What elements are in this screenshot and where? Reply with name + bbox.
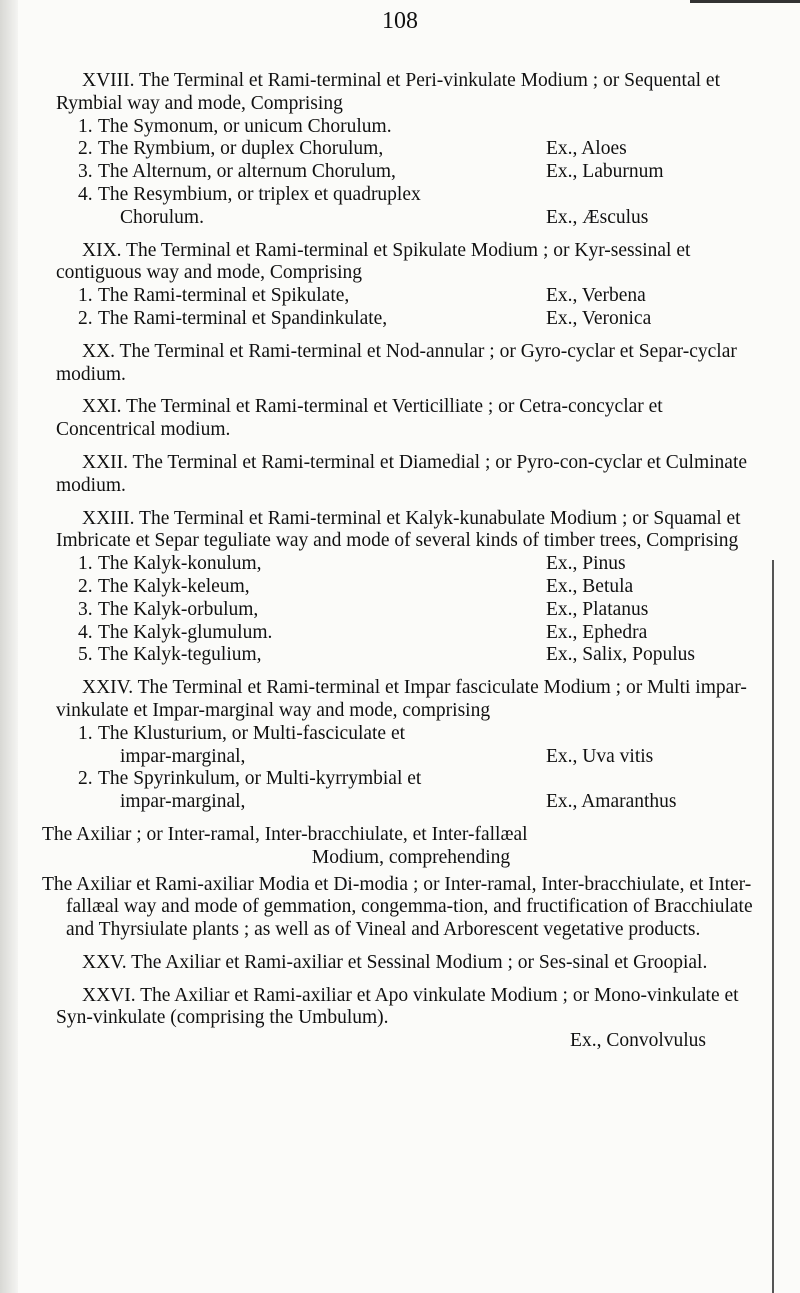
page-binding-shadow [0, 0, 18, 1293]
page-body [42, 70, 766, 1063]
list-item: 1. The Klusturium, or Multi-fasciculate et [78, 722, 406, 744]
list-item: 4. The Kalyk-glumulum. Ex., Ephedra [78, 621, 648, 643]
section-23-list [56, 553, 766, 667]
top-edge-line [690, 0, 800, 3]
section-24-heading: XXIV. The Terminal et Rami-terminal et Impar fasciculate Modium ; or Multi impar-vinkulate et Impar-marginal way and mode, comprising [56, 677, 747, 721]
list-item: 2. The Rami-terminal et Spandinkulate, Ex., Veronica [78, 307, 652, 329]
list-item: Chorulum. Ex., Æsculus [120, 206, 649, 228]
list-item: 3. The Kalyk-orbulum, Ex., Platanus [78, 598, 649, 620]
section-19-heading: XIX. The Terminal et Rami-terminal et Spikulate Modium ; or Kyr-sessinal et contiguous way and mode, Comprising [56, 239, 691, 284]
section-20: XX. The Terminal et Rami-terminal et Nod-annular ; or Gyro-cyclar et Separ-cyclar modium. [56, 340, 737, 385]
section-26-example: Ex., Convolvulus [570, 1030, 706, 1052]
section-18-heading: XVIII. The Terminal et Rami-terminal et Peri-vinkulate Modium ; or Sequental et Rymbial way and mode, Comprising [56, 70, 720, 114]
list-item: 2. The Kalyk-keleum, Ex., Betula [78, 575, 634, 597]
list-item: impar-marginal, Ex., Amaranthus [120, 791, 677, 813]
right-edge-line [772, 560, 774, 1293]
axiliar-heading: The Axiliar ; or Inter-ramal, Inter-bracchiulate, et Inter-fallæal [42, 823, 528, 845]
page-number: 108 [382, 8, 418, 34]
list-item: 2. The Spyrinkulum, or Multi-kyrrymbial et [78, 768, 422, 790]
section-19-list [56, 285, 766, 331]
section-24-list [56, 723, 766, 814]
section-26-heading: XXVI. The Axiliar et Rami-axiliar et Apo vinkulate Modium ; or Mono-vinkulate et Syn-vinkulate (comprising the Umbulum). [56, 984, 739, 1029]
axiliar-paragraph: The Axiliar et Rami-axiliar Modia et Di-modia ; or Inter-ramal, Inter-bracchiulate, et Inter-fallæal way and mode of gemmation, congemma-tion, and fructification of Bracchiulate and Thyrsiulate plants ; as well as of Vineal and Arborescent vegetative products. [42, 873, 753, 941]
list-item: impar-marginal, Ex., Uva vitis [120, 745, 654, 767]
list-item: 1. The Rami-terminal et Spikulate, Ex., Verbena [78, 285, 646, 307]
section-21: XXI. The Terminal et Rami-terminal et Verticilliate ; or Cetra-concyclar et Concentrical modium. [56, 396, 663, 441]
list-item: 2. The Rymbium, or duplex Chorulum, Ex., Aloes [78, 138, 627, 160]
axiliar-subheading: Modium, comprehending [311, 846, 511, 868]
list-item: 5. The Kalyk-tegulium, Ex., Salix, Populus [78, 644, 695, 666]
section-25: XXV. The Axiliar et Rami-axiliar et Sessinal Modium ; or Ses-sinal et Groopial. [82, 951, 708, 973]
list-item: 3. The Alternum, or alternum Chorulum, Ex., Laburnum [78, 161, 664, 183]
section-23-heading: XXIII. The Terminal et Rami-terminal et Kalyk-kunabulate Modium ; or Squamal et Imbricate et Separ teguliate way and mode of several kinds of timber trees, Comprising [56, 507, 741, 552]
section-18-list [56, 116, 766, 230]
list-item: 1. The Symonum, or unicum Chorulum. [78, 115, 392, 137]
list-item: 4. The Resymbium, or triplex et quadruplex [78, 183, 421, 205]
section-22: XXII. The Terminal et Rami-terminal et Diamedial ; or Pyro-con-cyclar et Culminate modium. [56, 451, 748, 496]
list-item: 1. The Kalyk-konulum, Ex., Pinus [78, 553, 626, 575]
